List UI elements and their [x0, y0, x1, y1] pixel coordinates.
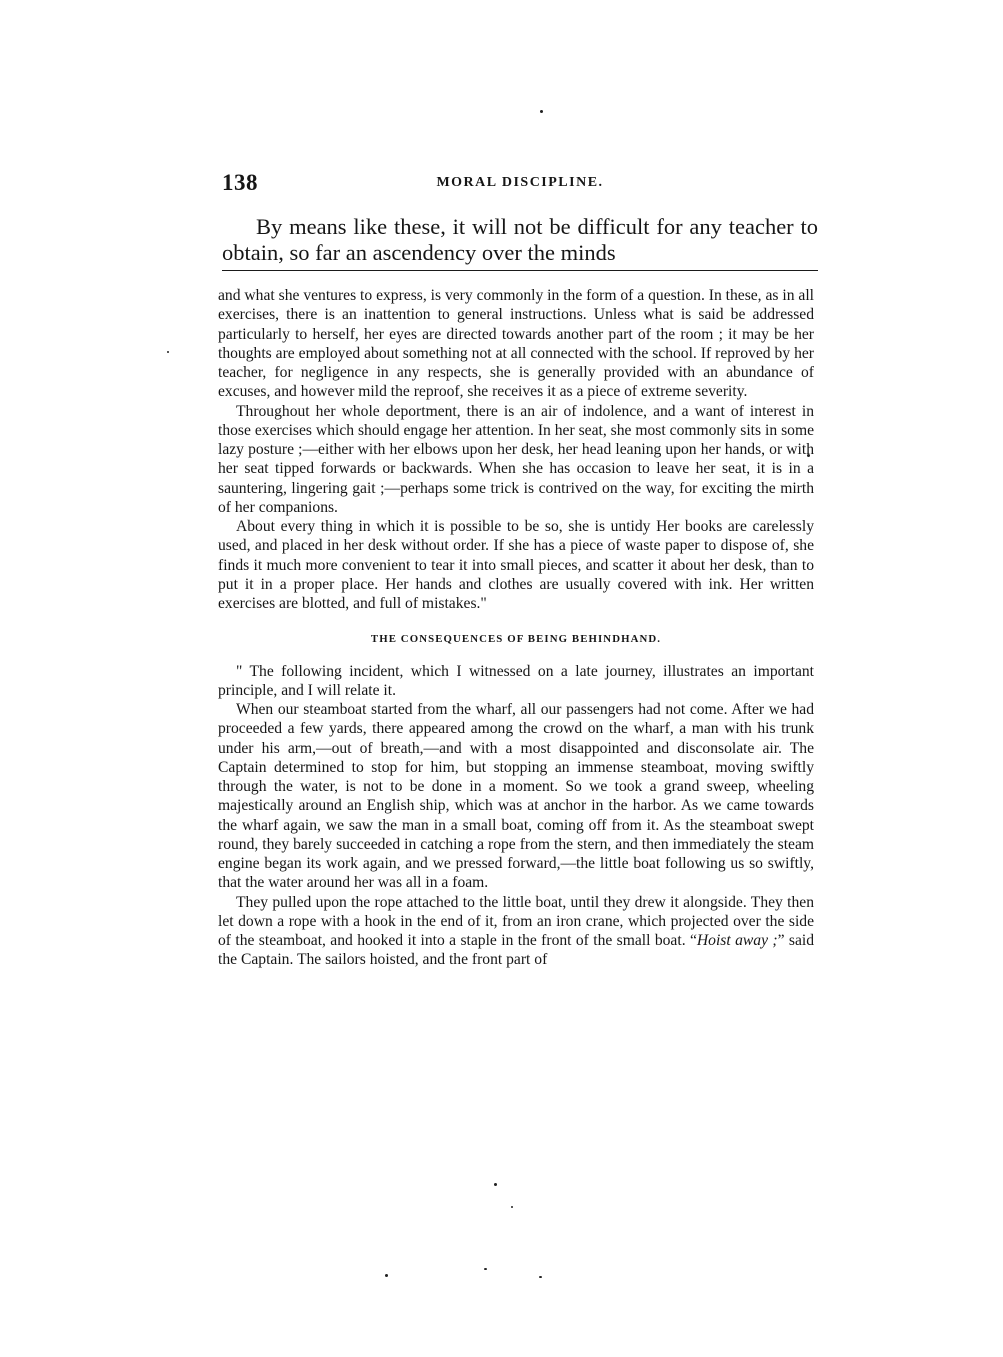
page-number: 138: [222, 170, 258, 195]
ink-speck: [484, 1268, 487, 1270]
running-head: MORAL DISCIPLINE.: [436, 175, 604, 190]
lead-paragraph: By means like these, it will not be difficult for any teacher to obtain, so far an ascendency over the minds: [222, 214, 818, 265]
paragraph-text: ” said the Captain. The sailors hoisted, and the front part of: [218, 932, 815, 969]
ink-speck: [539, 1276, 542, 1278]
italic-quote: Hoist away ;: [696, 932, 778, 949]
body-text: [218, 286, 814, 970]
lead-text: [222, 214, 818, 266]
ink-speck: [494, 1183, 497, 1186]
ink-speck: [540, 110, 543, 113]
paragraph: About every thing in which it is possible to be so, she is untidy Her books are carelessly used, and placed in her desk without order. If she has a piece of waste paper to dispose of, she finds it much more convenient to tear it into small pieces, and scatter it about her desk, than to put it in a proper place. Her hands and clothes are usually covered with ink. Her written exercises are blotted, and full of mistakes.": [218, 518, 814, 612]
divider-rule: [222, 270, 818, 271]
page-header: [222, 170, 818, 200]
paragraph: " The following incident, which I witnessed on a late journey, illustrates an important principle, and I will relate it.: [218, 662, 814, 699]
paragraph: When our steamboat started from the wharf, all our passengers had not come. After we had proceeded a few yards, there appeared among the crowd on the wharf, a man with his trunk under his arm,—out of breath,—and with a most disappointed and disconsolate air. The Captain determined to stop for him, but stopping an immense steamboat, moving swiftly through the water, is not to be done in a moment. So we took a grand sweep, wheeling majestically around an English ship, which was at anchor in the harbor. As we came towards the wharf again, we saw the man in a small boat, coming off from it. As the steamboat swept round, they barely succeeded in catching a rope from the stern, and then immediately the steam engine began its work again, and we pressed forward,—the little boat following us so swiftly, that the water around her was all in a foam.: [218, 701, 814, 892]
paragraph: and what she ventures to express, is very commonly in the form of a question. In these, as in all exercises, there is an inattention to general instructions. Unless what is said be addressed particularly to herself, her eyes are directed towards another part of the room ; it may be her thoughts are employed about something not at all connected with the school. If reproved by her teacher, for negligence in any respects, she is generally provided with an abundance of excuses, and however mild the reproof, she receives it as a piece of extreme severity.: [218, 287, 814, 401]
paragraph: Throughout her whole deportment, there is an air of indolence, and a want of interest in those exercises which should engage her attention. In her seat, she most commonly sits in some lazy posture ;—either with her elbows upon her desk, her head leaning upon her hands, or with her seat tipped forwards or backwards. When she has occasion to leave her seat, it is in a sauntering, lingering gait ;—perhaps some trick is contrived on the way, for exciting the mirth of her companions.: [218, 402, 814, 516]
paragraph-text: They pulled upon the rope attached to the little boat, until they drew it alongside. They then let down a rope with a hook in the end of it, from an iron crane, which projected over the side of the steamboat, and hooked it into a staple in the front of the small boat. “: [218, 893, 814, 949]
paragraph: [218, 893, 814, 970]
section-heading: THE CONSEQUENCES OF BEING BEHINDHAND.: [370, 633, 662, 646]
ink-speck: [385, 1274, 388, 1277]
ink-speck: [167, 351, 169, 353]
ink-speck: [511, 1206, 513, 1208]
